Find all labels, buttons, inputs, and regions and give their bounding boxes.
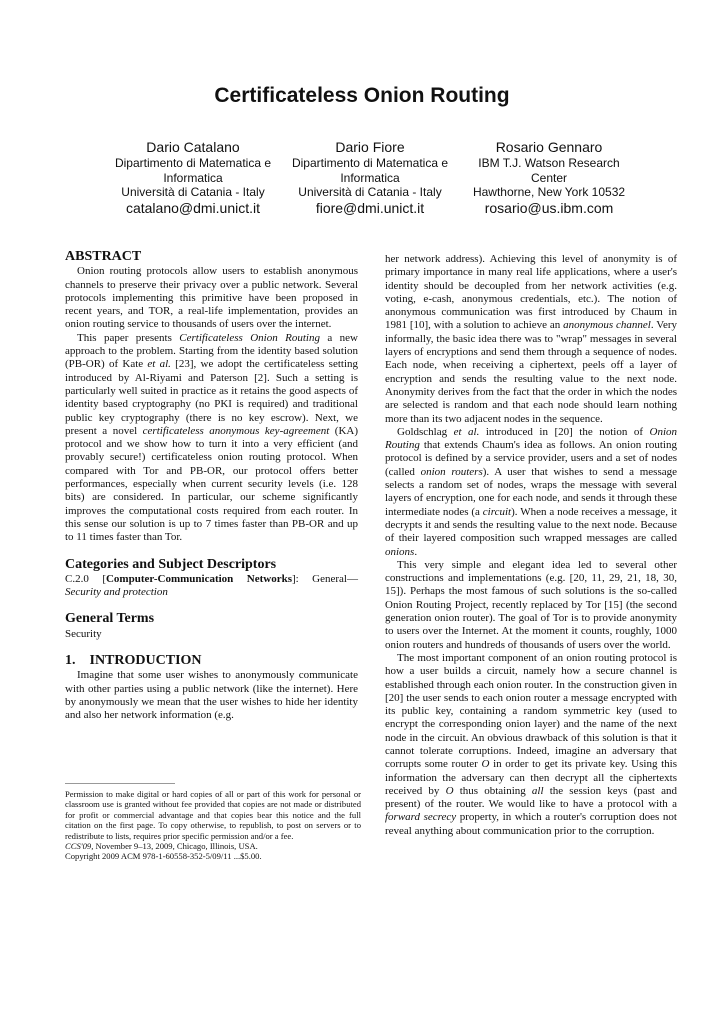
intro-paragraph-constructions: This very simple and elegant idea led to several other constructions and implementations (e.g. [20, 11, 29, 21, 18, 30, 15]). Perhaps the most famous of such solutions is the so-called Onion Routing Project, recently replaced by Tor [15] (the second generation onion router). The goal of Tor is to provide anonymity to users over the Internet. At the moment it counts, roughly, 1000 onion routers and hundreds of thousands of users over the world. <box>385 558 677 651</box>
author-block <box>100 139 660 219</box>
copyright-line: Copyright 2009 ACM 978-1-60558-352-5/09/11 ...$5.00. <box>65 851 262 862</box>
author-affiliation-line: Informatica <box>340 170 400 185</box>
author-affiliation-line: Dipartimento di Matematica e <box>291 156 449 170</box>
author-affiliation-line: Informatica <box>163 170 223 185</box>
intro-paragraph-goldschlag: Goldschlag et al. introduced in [20] the notion of Onion Routing that extends Chaum's idea as follows. An onion routing protocol is defined by a service provider, users and a set of nodes (called onion routers). A user that wishes to send a message selects a random set of nodes, wraps the message with several layers of encryption, one for each node, and sends it through these intermediate nodes (a circuit). When a node receives a message, it decrypts it and sends the resulting value to the next node. Because of their layered composition such wrapped messages are called onions. <box>385 425 677 558</box>
conference-info: CCS'09, November 9–13, 2009, Chicago, Illinois, USA. <box>65 841 258 852</box>
categories-text: C.2.0 [Computer-Communication Networks]: General—Security and protection <box>65 572 358 599</box>
left-column <box>65 250 358 723</box>
author-1 <box>100 139 286 217</box>
categories-heading: Categories and Subject Descriptors <box>65 556 277 572</box>
copyright-footnote <box>65 789 361 862</box>
author-name: Dario Fiore <box>335 139 405 155</box>
introduction-heading: 1. INTRODUCTION <box>65 653 202 669</box>
right-column <box>385 253 677 838</box>
abstract-paragraph-2: This paper presents Certificateless Onion Routing a new approach to the problem. Starting from the identity based solution (PB-OR) of Kate et al. [23], we adopt the certificateless setting introduced by Al-Riyami and Paterson [2]. Such a setting is particularly well suited in practice as it retains the good aspects of identity based cryptography (no PKI is required) and traditional public key cryptography (there is no key escrow). Next, we present a novel certificateless anonymous key-agreement (KA) protocol and we show how to turn it into a very efficient (and provably secure!) certificateless onion routing protocol. When compared with Tor and PB-OR, our protocol offers better performances, especially when current security levels (i.e. 128 bits) are considered. In particular, our scheme significantly improves the computational costs required from each router. In this sense our solution is up to 7 times faster than PB-OR and up to 11 times faster than Tor. <box>65 331 359 544</box>
footnote-divider <box>65 783 175 784</box>
author-affiliation-line: Center <box>530 170 568 185</box>
permission-notice: Permission to make digital or hard copies of all or part of this work for personal or classroom use is granted without fee provided that copies are not made or distributed for profit or commercial advantage and that copies bear this notice and the full citation on the first page. To copy otherwise, to republish, to post on servers or to redistribute to lists, requires prior specific permission and/or a fee. <box>65 789 361 841</box>
paper-title: Certificateless Onion Routing <box>214 84 510 107</box>
intro-paragraph-circuit: The most important component of an onion routing protocol is how a user builds a circuit, namely how a secure channel is established through each onion router. In the construction given in [20] the user sends to each onion router a message encrypted with its public key, containing a random symmetric key (used to encrypt the corresponding onion layer) and the name of the next node in the circuit. An obvious drawback of this solution is that it cannot tolerate corruptions. Indeed, imagine an adversary that corrupts some router O in order to get its private key. Using this information the adversary can then decrypt all the ciphertexts received by O thus obtaining all the session keys (past and present) of the router. We would like to have a protocol with a forward secrecy property, in which a router's corruption does not reveal anything about communication prior to the corruption. <box>385 651 678 837</box>
intro-paragraph-cont: her network address). Achieving this level of anonymity is of primary importance in many real life applications, where a user's identity should be decoupled from her network activities (e.g. voting, e-cash, anonymous credentials, etc.). The notion of anonymous communication was first introduced by Chaum in 1981 [10], with a solution to achieve an anonymous channel. Very informally, the basic idea there was to "wrap" messages in several layers of encryptions and send them through a sequence of nodes. Each node, when receiving a ciphertext, peels off a layer of encryption and sends the resulting value to the next node. Anonymity derives from the fact that the order in which the nodes are selected is random and that each node should learn nothing more than its two adjacent nodes in the sequence. <box>385 253 677 425</box>
general-terms-text: Security <box>65 627 102 640</box>
author-affiliation-line: Università di Catania - Italy <box>121 185 265 199</box>
author-name: Rosario Gennaro <box>495 139 603 155</box>
author-email[interactable]: fiore@dmi.unict.it <box>315 199 425 216</box>
author-affiliation-line: Hawthorne, New York 10532 <box>472 185 626 199</box>
general-terms-heading: General Terms <box>65 611 155 627</box>
author-affiliation-line: Dipartimento di Matematica e <box>114 156 272 170</box>
introduction-paragraph-1: Imagine that some user wishes to anonymously communicate with other parties using a public network (like the internet). Here by anonymously we mean that the user wishes to hide her identity and also her network information (e.g. <box>65 669 358 722</box>
author-affiliation-line: Università di Catania - Italy <box>298 185 442 199</box>
author-name: Dario Catalano <box>146 139 240 155</box>
author-email[interactable]: catalano@dmi.unict.it <box>125 199 261 216</box>
author-3 <box>456 139 642 217</box>
abstract-paragraph-1: Onion routing protocols allow users to establish anonymous channels to preserve their privacy over a public network. Several protocols implementing this primitive have been proposed in recent years, and TOR, a real-life implementation, provides an onion routing service to thousands of users over the internet. <box>65 265 358 331</box>
author-2 <box>277 139 463 217</box>
author-email[interactable]: rosario@us.ibm.com <box>484 199 614 216</box>
author-affiliation-line: IBM T.J. Watson Research <box>478 156 620 170</box>
abstract-heading: ABSTRACT <box>65 249 142 264</box>
